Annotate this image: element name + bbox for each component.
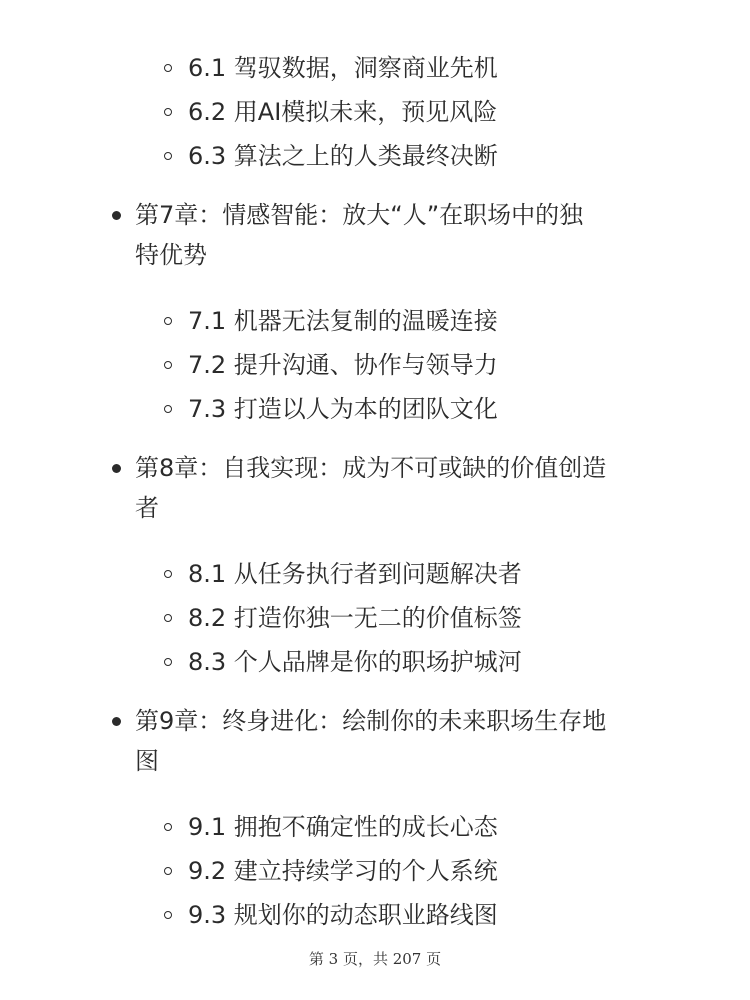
hollow-bullet-icon [164,570,172,578]
toc-subsection-label: 7.2 提升沟通、协作与领导力 [188,351,498,379]
toc-subsection-label: 9.1 拥抱不确定性的成长心态 [188,813,498,841]
hollow-bullet-icon [164,108,172,116]
toc-subsection-label: 7.3 打造以人为本的团队文化 [188,395,498,423]
hollow-bullet-icon [164,317,172,325]
hollow-bullet-icon [164,614,172,622]
toc-subsection-8-1[interactable] [188,552,750,596]
toc-subsection-label: 9.3 规划你的动态职业路线图 [188,901,498,929]
toc-subsection-label: 8.1 从任务执行者到问题解决者 [188,560,522,588]
toc-subsection-label: 7.1 机器无法复制的温暖连接 [188,307,498,335]
toc-subsection-6-3[interactable] [188,134,750,178]
chapter-title-line: 图 [135,747,159,775]
filled-bullet-icon [112,211,121,220]
toc-subsection-8-2[interactable] [188,596,750,640]
chapter-title-line: 第9章：终身进化：绘制你的未来职场生存地 [135,707,607,735]
toc-subsection-7-2[interactable] [188,343,750,387]
toc-chapter-9[interactable] [135,701,695,781]
chapter-title-line: 第7章：情感智能：放大“人”在职场中的独 [135,201,584,229]
chapter-title-line: 特优势 [135,241,207,269]
hollow-bullet-icon [164,911,172,919]
toc-subsection-6-2[interactable] [188,90,750,134]
hollow-bullet-icon [164,658,172,666]
page-number-footer: 第 3 页，共 207 页 [308,950,442,968]
filled-bullet-icon [112,717,121,726]
toc-subsection-7-3[interactable] [188,387,750,431]
toc-subsection-label: 8.3 个人品牌是你的职场护城河 [188,648,522,676]
chapter-title-line: 者 [135,494,159,522]
toc-subsection-6-1[interactable] [188,46,750,90]
toc-subsection-8-3[interactable] [188,640,750,684]
filled-bullet-icon [112,464,121,473]
hollow-bullet-icon [164,867,172,875]
hollow-bullet-icon [164,361,172,369]
hollow-bullet-icon [164,64,172,72]
toc-subsection-label: 6.2 用AI模拟未来，预见风险 [188,98,498,126]
toc-chapter-8[interactable] [135,448,695,528]
toc-chapter-7[interactable] [135,195,695,275]
table-of-contents [0,46,750,937]
toc-subsection-9-2[interactable] [188,849,750,893]
hollow-bullet-icon [164,823,172,831]
toc-subsection-9-3[interactable] [188,893,750,937]
hollow-bullet-icon [164,152,172,160]
toc-subsection-label: 8.2 打造你独一无二的价值标签 [188,604,522,632]
toc-subsection-label: 6.3 算法之上的人类最终决断 [188,142,498,170]
chapter-title-line: 第8章：自我实现：成为不可或缺的价值创造 [135,454,607,482]
toc-subsection-label: 6.1 驾驭数据，洞察商业先机 [188,54,498,82]
toc-subsection-label: 9.2 建立持续学习的个人系统 [188,857,498,885]
toc-subsection-7-1[interactable] [188,299,750,343]
toc-subsection-9-1[interactable] [188,805,750,849]
hollow-bullet-icon [164,405,172,413]
